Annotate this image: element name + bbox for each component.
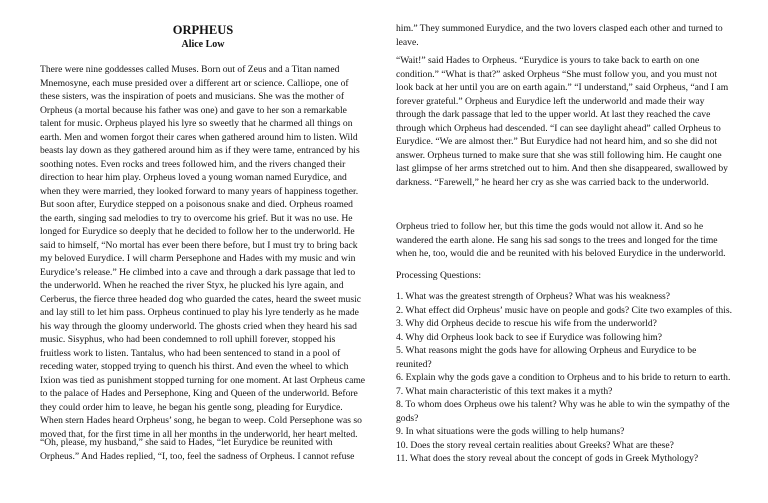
question-item: 9. In what situations were the gods willing to help humans? [396, 426, 625, 437]
story-paragraph-2: “Oh, please, my husband,” she said to Hades, “let Eurydice be reunited with Orpheus.” And Hades replied, “I, too, feel the sadness of Orpheus. I cannot refuse [40, 437, 355, 462]
question-item: 3. Why did Orpheus decide to rescue his wife from the underworld? [396, 318, 657, 329]
question-item: 4. Why did Orpheus look back to see if Eurydice was following him? [396, 331, 662, 343]
document-author: Alice Low [181, 39, 225, 50]
question-item: 5. What reasons might the gods have for allowing Orpheus and Eurydice to be reunited? [396, 345, 697, 370]
question-item: 7. What main characteristic of this text makes it a myth? [396, 385, 613, 397]
document-title: ORPHEUS [172, 23, 234, 37]
question-item: 2. What effect did Orpheus’ music have on people and gods? Cite two examples of this. [396, 304, 732, 316]
question-item: 8. To whom does Orpheus owe his talent? Why was he able to win the sympathy of the gods? [396, 399, 730, 424]
story-paragraph-5: Orpheus tried to follow her, but this time the gods would not allow it. And so he wandered the earth alone. He sang his sad songs to the trees and longed for the time when he, too, would die and be reunited with his beloved Eurydice in the underworld. [396, 221, 726, 259]
questions-list [396, 290, 734, 466]
story-paragraph-4: “Wait!” said Hades to Orpheus. “Eurydice is yours to take back to earth on one condition.” “What is that?” asked Orpheus “She must follow you, and you must not look back at her until you are on earth again.” “I understand,” said Orpheus, “and I am forever grateful.” Orpheus and Eurydice left the underworld and made their way through the dark passage that led to the upper world. At last they reached the cave through which Orpheus had descended. “I can see daylight ahead” called Orpheus to Eurydice. “We are almost ther.” But Eurydice had not heard him, and so she did not answer. Orpheus turned to make sure that she was still following him. He caught one last glimpse of her arms stretched out to him. And then she disappeared, swallowed by darkness. “Farewell,” he heard her cry as she was carried back to the underworld. [396, 55, 729, 188]
question-item: 1. What was the greatest strength of Orpheus? What was his weakness? [396, 291, 671, 302]
story-paragraph-3: him.” They summoned Eurydice, and the two lovers clasped each other and turned to leave. [396, 23, 723, 48]
question-item: 6. Explain why the gods gave a condition to Orpheus and to his bride to return to earth. [396, 372, 731, 383]
question-item: 11. What does the story reveal about the concept of gods in Greek Mythology? [396, 453, 699, 464]
questions-heading: Processing Questions: [396, 270, 482, 281]
question-item: 10. Does the story reveal certain realities about Greeks? What are these? [396, 439, 674, 451]
story-paragraph-1: There were nine goddesses called Muses. Born out of Zeus and a Titan named Mnemosyne, each muse presided over a different art or science. Calliope, one of these sisters, was the inspiration of poets and musicians. She was the mother of Orpheus (a mortal because his father was one) and gave to her son a remarkable talent for music. Orpheus played his lyre so sweetly that he charmed all things on earth. Men and women forgot their cares when gathered around him to listen. Wild beasts lay down as they gathered around him as if they were tame, entranced by his soothing notes. Even rocks and trees followed him, and the rivers changed their direction to hear him play. Orpheus loved a young woman named Eurydice, and when they were married, they looked forward to many years of happiness together. But soon after, Eurydice stepped on a poisonous snake and died. Orpheus roamed the earth, singing sad melodies to try to overcome his grief. But it was no use. He longed for Eurydice so deeply that he decided to follow her to the underworld. He said to himself, “No mortal has ever been there before, but I must try to bring back my beloved Eurydice. I will charm Persephone and Hades with my music and win Eurydice’s release.” He climbed into a cave and through a dark passage that led to the underworld. When he reached the river Styx, he plucked his lyre again, and Cerberus, the fierce three headed dog who guarded the cates, heard the sweet music and lay still to let him pass. Orpheus continued to play his lyre tenderly as he made his way through the gloomy underworld. The ghosts cried when they heard his sad music. Sisyphus, who had been condemned to roll uphill forever, stopped his fruitless work to listen. Tantalus, who had been sentenced to stand in a pool of receding water, stopped trying to quench his thirst. And even the wheel to which Ixion was tied as punishment stopped turning for one moment. At last Orpheus came to the palace of Hades and Persephone, King and Queen of the underworld. Before they could order him to leave, he began his gentle song, pleading for Eurydice. When stern Hades heard Orpheus’ song, he began to weep. Cold Persephone was so moved that, for the first time in all her months in the underworld, her heart melted. [40, 64, 366, 440]
